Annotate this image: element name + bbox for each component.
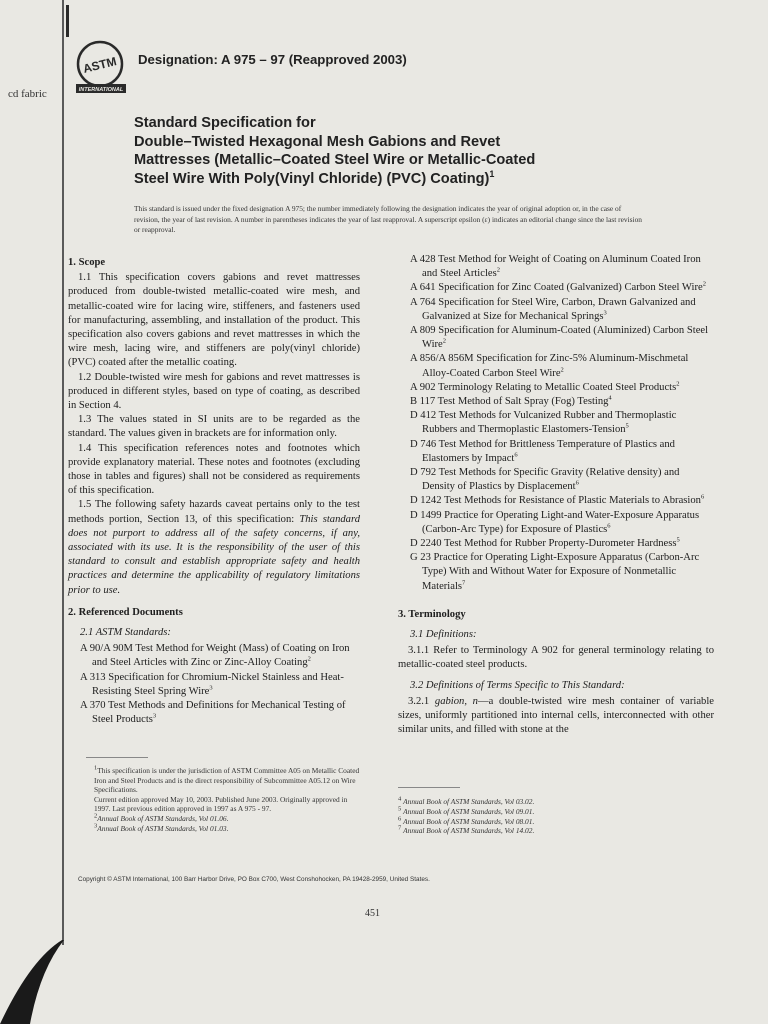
title-line: Standard Specification for [134,115,316,131]
reference-item: D 792 Test Methods for Specific Gravity (Relative density) and Density of Plastics by Displacement$^6$ [410,467,680,493]
designation: Designation: A 975 – 97 (Reapproved 2003) [138,52,407,67]
astm-logo-icon [72,38,130,96]
terminology-paragraph: 3.2.1 gabion, n—a double-twisted wire mesh container of variable sizes, uniformly partitioned into internal cells, interconnected with other similar units, and filled with stone at the [398,695,714,736]
scope-paragraph: 1.2 Double-twisted wire mesh for gabions and revet mattresses is produced in different styles, based on type of coating, as described in Section 4. [68,371,360,412]
page-title [134,114,654,188]
reference-item: A 90/A 90M Test Method for Weight (Mass) of Coating on Iron and Steel Articles with Zinc or Zinc-Alloy Coating$^2$ [80,643,350,669]
reference-item: A 902 Terminology Relating to Metallic Coated Steel Products$^2$ [410,380,680,393]
abstract-note: This standard is issued under the fixed designation A 975; the number immediately following the designation indicates the year of original adoption or, in the case of revision, the year of last revision. A number in parentheses indicates the year of last reapproval. A superscript epsilon (ε) indicates an editorial change since the last revision or reapproval. [134,204,642,234]
footnote-rule [398,787,460,788]
footnote: $^3$Annual Book of ASTM Standards, Vol 01.03. [94,822,229,833]
left-column [68,256,360,728]
title-line: Double–Twisted Hexagonal Mesh Gabions and Revet [134,133,501,150]
reference-item: G 23 Practice for Operating Light-Exposure Apparatus (Carbon-Arc Type) With and Without Water for Exposure of Nonmetallic Materials$^7$ [410,552,700,592]
logo-letters: ASTM [81,54,118,76]
reference-item: D 746 Test Method for Brittleness Temperature of Plastics and Elastomers by Impact$^6$ [410,438,675,464]
right-column [398,253,714,738]
footnotes-right [398,797,698,836]
scope-paragraph: 1.4 This specification references notes and footnotes which provide explanatory material. These notes and footnotes (excluding those in tables and figures) shall not be considered as requirements of this specification. [68,442,360,497]
footnote: Current edition approved May 10, 2003. Published June 2003. Originally approved in 1997. Last previous edition approved in 1997 as A 975 - 97. [94,794,348,814]
logo-ribbon: INTERNATIONAL [78,87,124,93]
reference-item: A 313 Specification for Chromium-Nickel Stainless and Heat-Resisting Steel Spring Wire$^3$ [80,671,344,697]
title-footnote-mark: 1 [489,168,495,179]
astm-standards-subheading: 2.1 ASTM Standards: [80,627,171,639]
reference-item: D 2240 Test Method for Rubber Property-Durometer Hardness$^5$ [410,536,680,550]
page-number: 451 [365,908,380,919]
title-line: Mattresses (Metallic–Coated Steel Wire or Metallic-Coated [134,152,536,168]
scope-paragraph: 1.1 This specification covers gabions and revet mattresses produced from double-twisted metallic-coated wire mesh, and metallic-coated wire for lacing wire, stiffeners, and fasteners used for manufacturing, assembling, and installation of the product. This specification also covers gabions and revet mattresses in which the wire mesh, lacing wire, and stiffeners are poly(vinyl chloride) (PVC) coated after the metallic coating. [68,272,360,369]
footnote-rule [86,757,148,758]
reference-item: B 117 Test Method of Salt Spray (Fog) Testing$^4$ [410,394,612,408]
margin-note: cd fabric [8,88,47,100]
reference-item: A 856/A 856M Specification for Zinc-5% Aluminum-Mischmetal Alloy-Coated Carbon Steel Wire$^2$ [410,353,689,379]
reference-item: D 412 Test Methods for Vulcanized Rubber and Thermoplastic Rubbers and Thermoplastic Elastomers-Tension$^5$ [410,410,677,436]
footnotes-left [94,766,360,833]
page-curl-shadow [0,940,140,1024]
definitions-specific-subheading: 3.2 Definitions of Terms Specific to This Standard: [410,679,625,691]
footnote: $^4$ Annual Book of ASTM Standards, Vol 03.02. [398,795,535,806]
referenced-documents-heading: 2. Referenced Documents [68,606,183,618]
scan-edge-mark [66,5,69,37]
copyright-line: Copyright © ASTM International, 100 Barr Harbor Drive, PO Box C700, West Conshohocken, PA 19428-2959, United States. [78,876,430,883]
reference-item: A 641 Specification for Zinc Coated (Galvanized) Carbon Steel Wire$^2$ [410,280,706,294]
terminology-paragraph: 3.1.1 Refer to Terminology A 902 for general terminology relating to metallic-coated steel products. [398,645,714,671]
scope-paragraph: 1.3 The values stated in SI units are to be regarded as the standard. The values given in brackets are for information only. [68,414,360,440]
reference-item: A 370 Test Methods and Definitions for Mechanical Testing of Steel Products$^3$ [80,700,346,726]
definitions-subheading: 3.1 Definitions: [410,629,477,641]
scan-page-edge [62,0,64,945]
reference-item: A 428 Test Method for Weight of Coating on Aluminum Coated Iron and Steel Articles$^2$ [410,254,701,280]
reference-item: D 1499 Practice for Operating Light-and Water-Exposure Apparatus (Carbon-Arc Type) for Exposure of Plastics$^6$ [410,509,700,535]
scope-paragraph: 1.5 The following safety hazards caveat pertains only to the test methods portion, Section 13, of this specification: This standard does not purport to address all of the safety concerns, if any, associated with its use. It is the responsibility of the user of this standard to consult and establish appropriate safety and health practices and determine the applicability of regulatory limitations prior to use. [68,499,360,596]
scope-heading: 1. Scope [68,257,106,268]
title-line: Steel Wire With Poly(Vinyl Chloride) (PVC) Coating)$^1$ [134,168,495,187]
footnote: $^5$ Annual Book of ASTM Standards, Vol 09.01. [398,805,535,816]
footnote: $^6$ Annual Book of ASTM Standards, Vol 08.01. [398,815,535,826]
footnote: $^2$Annual Book of ASTM Standards, Vol 01.06. [94,812,229,823]
terminology-heading: 3. Terminology [398,608,466,620]
reference-item: D 1242 Test Methods for Resistance of Plastic Materials to Abrasion$^6$ [410,493,705,507]
footnote: $^7$ Annual Book of ASTM Standards, Vol 14.02. [398,824,535,836]
footnote: $^1$This specification is under the jurisdiction of ASTM Committee A05 on Metallic Coated Iron and Steel Products and is the direct responsibility of Subcommittee A05.12 on Wire Specifications. [94,764,360,795]
reference-item: A 809 Specification for Aluminum-Coated (Aluminized) Carbon Steel Wire$^2$ [410,325,709,351]
reference-item: A 764 Specification for Steel Wire, Carbon, Drawn Galvanized and Galvanized at Size for Mechanical Springs$^3$ [410,296,696,322]
